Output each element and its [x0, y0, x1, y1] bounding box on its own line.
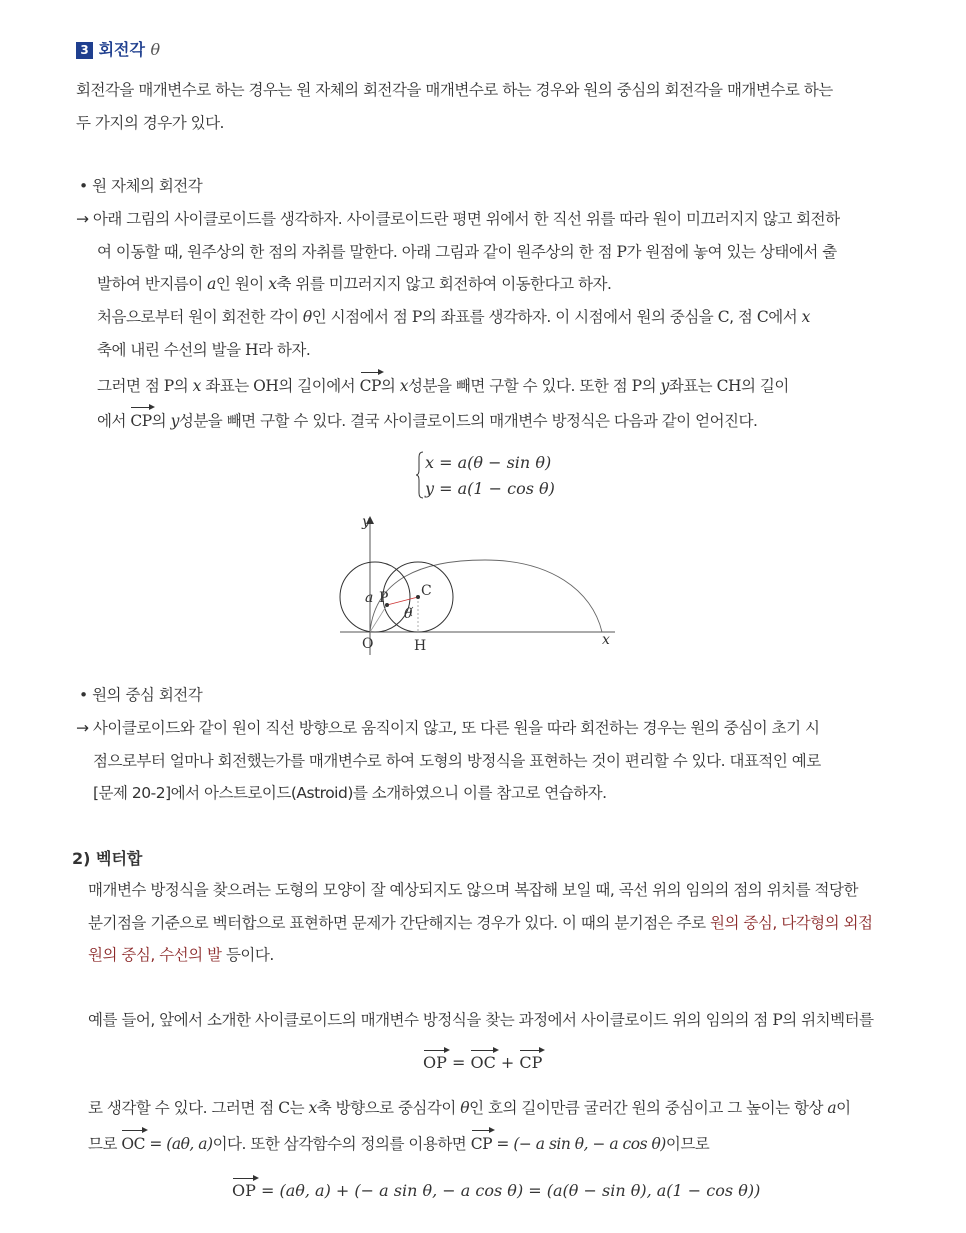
figure-c-label: C [421, 583, 432, 599]
bullet-cycloid-line-2: 여 이동할 때, 원주상의 한 점의 자취를 말한다. 아래 그림과 같이 원주상의 한 점 P가 원점에 놓여 있는 상태에서 출 [97, 243, 837, 261]
vector-line-5: 로 생각할 수 있다. 그러면 점 C는 x축 방향으로 중심각이 θ인 호의 길이만큼 굴러간 원의 중심이고 그 높이는 항상 a이 [88, 1099, 851, 1117]
section-title-symbol: θ [150, 40, 161, 59]
bullet-cycloid-line-6: 그러면 점 P의 x 좌표는 OH의 길이에서 CP의 x성분을 빼면 구할 수 있다. 또한 점 P의 y좌표는 CH의 길이 [97, 372, 789, 397]
figure-o-label: O [362, 636, 374, 652]
cycloid-figure [330, 510, 630, 660]
highlight-circle-center: 원의 중심 [710, 914, 773, 932]
bullet-center-line-1: → 사이클로이드와 같이 원이 직선 방향으로 움직이지 않고, 또 다른 원을 따라 회전하는 경우는 원의 중심이 초기 시 [76, 719, 820, 737]
figure-theta-label: θ [404, 606, 413, 622]
bullet-cycloid-line-3: 발하여 반지름이 a인 원이 x축 위를 미끄러지지 않고 회전하여 이동한다고 하자. [97, 275, 612, 293]
cycloid-equation [415, 450, 555, 500]
radius-cp [387, 597, 418, 605]
bullet-cycloid-line-7: 에서 CP의 y성분을 빼면 구할 수 있다. 결국 사이클로이드의 매개변수 방정식은 다음과 같이 얻어진다. [97, 407, 757, 432]
vector-line-1: 매개변수 방정식을 찾으려는 도형의 모양이 잘 예상되지도 않으며 복잡해 보일 때, 곡선 위의 임의의 점의 위치를 적당한 [88, 881, 858, 899]
figure-h-label: H [414, 638, 427, 654]
position-vector-result: OP = (aθ, a) + (− a sin θ, − a cos θ) = (a(θ − sin θ), a(1 − cos θ)) [232, 1178, 760, 1200]
figure-p-label: P [379, 590, 389, 606]
bullet-center-line-3: [문제 20-2]에서 아스트로이드(Astroid)를 소개하였으니 이를 참고로 연습하자. [93, 784, 607, 802]
bullet-cycloid-line-5: 축에 내린 수선의 발을 H라 하자. [97, 341, 311, 359]
section-number-badge: 3 [76, 42, 93, 59]
bullet-cycloid-line-1: → 아래 그림의 사이클로이드를 생각하자. 사이클로이드란 평면 위에서 한 직선 위를 따라 원이 미끄러지지 않고 회전하 [76, 210, 840, 228]
section-heading [76, 37, 160, 60]
figure-y-label: y [362, 514, 370, 530]
highlight-polygon-circumcenter: 다각형의 외접 [781, 914, 873, 932]
bullet-center-title: • 원의 중심 회전각 [79, 686, 203, 704]
vector-line-2: 분기점을 기준으로 벡터합으로 표현하면 문제가 간단해지는 경우가 있다. 이 때의 분기점은 주로 원의 중심, 다각형의 외접 [88, 914, 873, 932]
intro-line-1: 회전각을 매개변수로 하는 경우는 원 자체의 회전각을 매개변수로 하는 경우와 원의 중심의 회전각을 매개변수로 하는 [76, 81, 833, 99]
bullet-cycloid-line-4: 처음으로부터 원이 회전한 각이 θ인 시점에서 점 P의 좌표를 생각하자. 이 시점에서 원의 중심을 C, 점 C에서 x [97, 308, 810, 326]
vector-sum-equation: OP = OC + CP [423, 1050, 542, 1072]
section-title: 회전각 [98, 40, 145, 59]
vector-line-4: 예를 들어, 앞에서 소개한 사이클로이드의 매개변수 방정식을 찾는 과정에서 사이클로이드 위의 임의의 점 P의 위치벡터를 [88, 1011, 874, 1029]
equation-y: y = a(1 − cos θ) [425, 479, 555, 498]
point-c [416, 595, 420, 599]
highlight-foot-of-perpendicular: 수선의 발 [159, 946, 222, 964]
initial-circle [340, 562, 410, 632]
brace-icon [415, 450, 425, 500]
vector-line-3: 원의 중심, 수선의 발 등이다. [88, 946, 274, 964]
bullet-center-line-2: 점으로부터 얼마나 회전했는가를 매개변수로 하여 도형의 방정식을 표현하는 것이 편리할 수 있다. 대표적인 예로 [93, 752, 821, 770]
vector-line-6: 므로 OC = (aθ, a)이다. 또한 삼각함수의 정의를 이용하면 CP = (− a sin θ, − a cos θ)이므로 [88, 1130, 709, 1155]
highlight-circumcenter: 원의 중심 [88, 946, 151, 964]
bullet-cycloid-title: • 원 자체의 회전각 [79, 177, 203, 195]
subsection-title: 2) 벡터합 [72, 849, 143, 868]
intro-line-2: 두 가지의 경우가 있다. [76, 114, 224, 132]
equation-x: x = a(θ − sin θ) [425, 453, 552, 472]
figure-x-label: x [602, 632, 610, 648]
figure-a-label: a [365, 590, 374, 606]
